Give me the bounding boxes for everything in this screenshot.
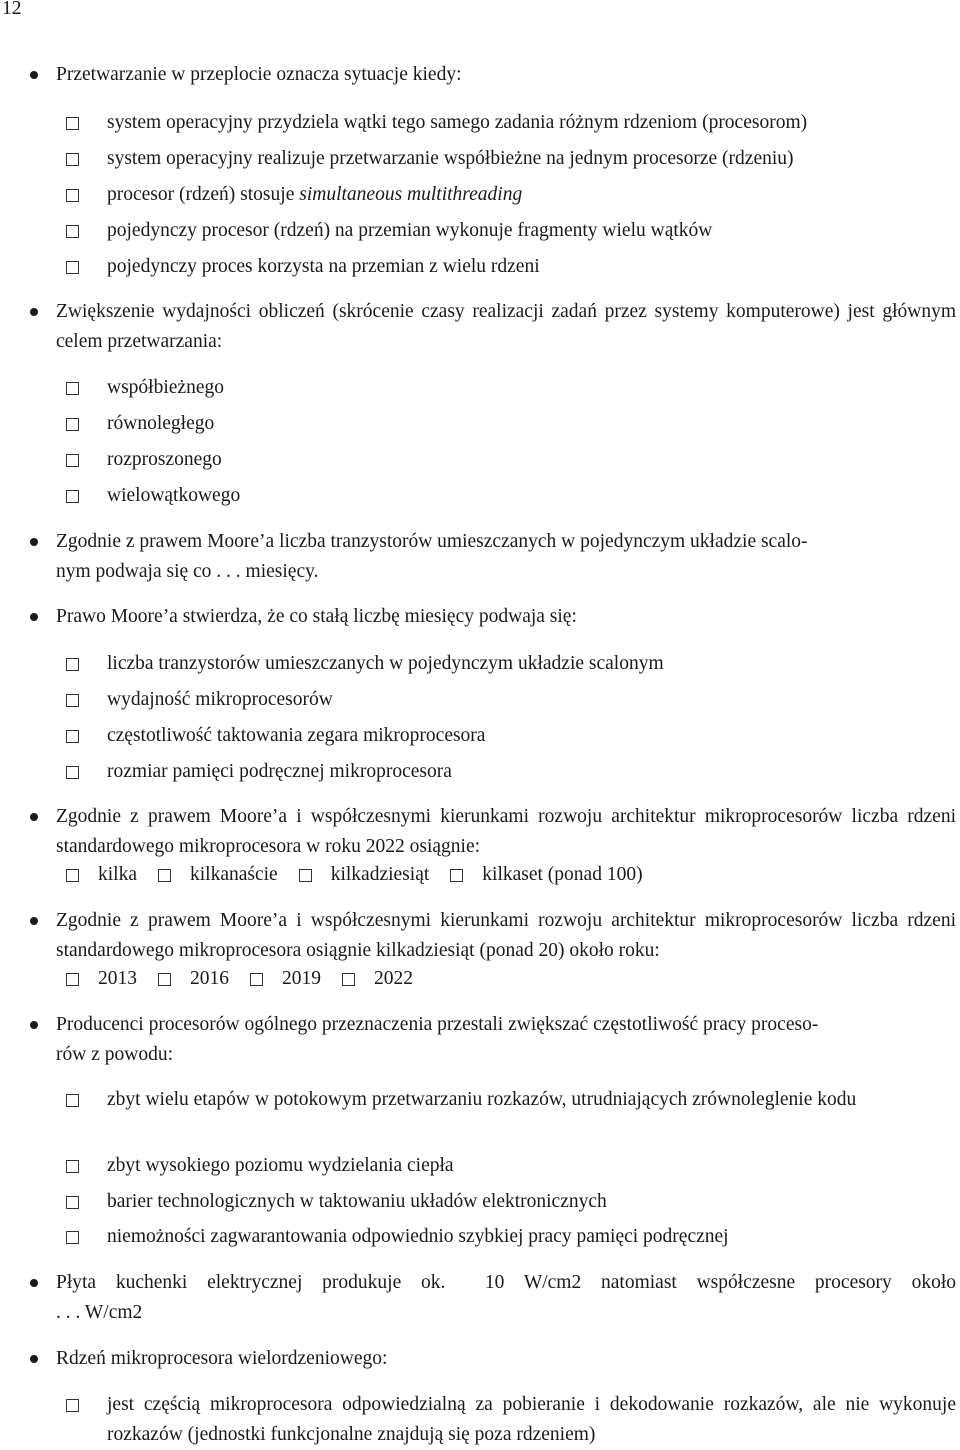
bullet-icon (30, 1279, 38, 1287)
option-label: kilka (98, 864, 137, 885)
question-7-text-line-2: rów z powodu: (56, 1044, 173, 1065)
question-6-option-4[interactable] (342, 964, 413, 994)
option-label: barier technologicznych w taktowaniu układów elektronicznych (107, 1191, 607, 1212)
checkbox-icon[interactable] (66, 189, 79, 202)
option-label: rozmiar pamięci podręcznej mikroprocesora (107, 761, 452, 782)
bullet-icon (30, 538, 38, 546)
option-label-main: procesor (rdzeń) stosuje (107, 184, 295, 205)
checkbox-icon[interactable] (66, 418, 79, 431)
question-4-text: Prawo Moore’a stwierdza, że co stałą liczbę miesięcy podwaja się: (56, 606, 577, 627)
question-1-text: Przetwarzanie w przeplocie oznacza sytuacje kiedy: (56, 64, 462, 85)
checkbox-icon[interactable] (450, 869, 463, 882)
question-9-text: Rdzeń mikroprocesora wielordzeniowego: (56, 1348, 388, 1369)
option-label: niemożności zagwarantowania odpowiednio szybkiej pracy pamięci podręcznej (107, 1226, 729, 1247)
checkbox-icon[interactable] (66, 1094, 79, 1107)
option-label: zbyt wysokiego poziomu wydzielania ciepła (107, 1155, 454, 1176)
checkbox-icon[interactable] (66, 869, 79, 882)
checkbox-icon[interactable] (66, 261, 79, 274)
option-label: wielowątkowego (107, 485, 241, 506)
question-5-text: Zgodnie z prawem Moore’a i współczesnymi kierunkami rozwoju architektur mikroprocesorów liczba rdzeni standardowego mikroprocesora w roku 2022 osiągnie: (56, 806, 956, 857)
checkbox-icon[interactable] (66, 1399, 79, 1412)
bullet-icon (30, 308, 38, 316)
checkbox-icon[interactable] (66, 225, 79, 238)
question-6-text: Zgodnie z prawem Moore’a i współczesnymi kierunkami rozwoju architektur mikroprocesorów liczba rdzeni standardowego mikroprocesora osiągnie kilkadziesiąt (ponad 20) około roku: (56, 910, 956, 961)
option-label: współbieżnego (107, 377, 224, 398)
option-label: kilkanaście (190, 864, 278, 885)
checkbox-icon[interactable] (66, 730, 79, 743)
checkbox-icon[interactable] (66, 973, 79, 986)
checkbox-icon[interactable] (66, 694, 79, 707)
question-5-option-3[interactable] (299, 860, 430, 890)
question-5-option-4[interactable] (450, 860, 642, 890)
checkbox-icon[interactable] (250, 973, 263, 986)
option-label: system operacyjny realizuje przetwarzanie współbieżne na jednym procesorze (rdzeniu) (107, 148, 794, 169)
option-label: pojedynczy proces korzysta na przemian z wielu rdzeni (107, 256, 540, 277)
question-1 (56, 60, 956, 90)
question-6-option-2[interactable] (158, 964, 229, 994)
option-label: równoległego (107, 413, 215, 434)
question-3-text-line-1: Zgodnie z prawem Moore’a liczba tranzystorów umieszczanych w pojedynczym układzie scalo- (56, 531, 808, 552)
checkbox-icon[interactable] (342, 973, 355, 986)
question-3 (56, 527, 956, 587)
checkbox-icon[interactable] (66, 1160, 79, 1173)
checkbox-icon[interactable] (66, 454, 79, 467)
option-label: 2022 (374, 968, 413, 989)
option-label: wydajność mikroprocesorów (107, 689, 333, 710)
option-label-italic: simultaneous multithreading (299, 184, 523, 205)
checkbox-icon[interactable] (66, 658, 79, 671)
question-5-option-2[interactable] (158, 860, 278, 890)
question-2 (56, 297, 956, 357)
option-label: kilkaset (ponad 100) (482, 864, 643, 885)
checkbox-icon[interactable] (158, 869, 171, 882)
checkbox-icon[interactable] (66, 1231, 79, 1244)
option-label: zbyt wielu etapów w potokowym przetwarzaniu rozkazów, utrudniających zrównoleglenie kodu (107, 1089, 857, 1110)
option-label: system operacyjny przydziela wątki tego samego zadania różnym rdzeniom (procesorom) (107, 112, 808, 133)
question-3-text-line-2: nym podwaja się co . . . miesięcy. (56, 561, 319, 582)
bullet-icon (30, 917, 38, 925)
question-4 (56, 602, 956, 632)
question-8 (56, 1268, 956, 1328)
option-label: kilkadziesiąt (330, 864, 430, 885)
checkbox-icon[interactable] (66, 490, 79, 503)
checkbox-icon[interactable] (66, 382, 79, 395)
question-8-text-line-2: . . . W/cm2 (56, 1302, 143, 1323)
bullet-icon (30, 71, 38, 79)
option-label: częstotliwość taktowania zegara mikroprocesora (107, 725, 486, 746)
bullet-icon (30, 613, 38, 621)
question-5 (56, 802, 956, 862)
checkbox-icon[interactable] (66, 117, 79, 130)
question-7-text-line-1: Producenci procesorów ogólnego przeznaczenia przestali zwiększać częstotliwość pracy proceso- (56, 1014, 819, 1035)
checkbox-icon[interactable] (66, 153, 79, 166)
checkbox-icon[interactable] (299, 869, 312, 882)
option-label: pojedynczy procesor (rdzeń) na przemian wykonuje fragmenty wielu wątków (107, 220, 713, 241)
question-7 (56, 1010, 956, 1070)
question-6-option-1[interactable] (66, 964, 137, 994)
option-label: liczba tranzystorów umieszczanych w pojedynczym układzie scalonym (107, 653, 664, 674)
bullet-icon (30, 1021, 38, 1029)
option-label: rozproszonego (107, 449, 222, 470)
option-label (107, 180, 956, 210)
bullet-icon (30, 813, 38, 821)
option-label: 2016 (190, 968, 229, 989)
bullet-icon (30, 1355, 38, 1363)
option-label: 2019 (282, 968, 321, 989)
question-6 (56, 906, 956, 966)
question-6-option-3[interactable] (250, 964, 321, 994)
question-8-text-line-1: Płyta kuchenki elektrycznej produkuje ok. 10 W/cm2 natomiast współczesne procesory około (56, 1272, 956, 1293)
question-9 (56, 1344, 956, 1374)
option-label: jest częścią mikroprocesora odpowiedzialną za pobieranie i dekodowanie rozkazów, ale nie wykonuje rozkazów (jednostki funkcjonalne znajdują się poza rdzeniem) (107, 1394, 956, 1445)
option-label: 2013 (98, 968, 137, 989)
checkbox-icon[interactable] (158, 973, 171, 986)
question-5-option-1[interactable] (66, 860, 137, 890)
checkbox-icon[interactable] (66, 766, 79, 779)
question-2-text: Zwiększenie wydajności obliczeń (skrócenie czasy realizacji zadań przez systemy komputerowe) jest głównym celem przetwarzania: (56, 301, 956, 352)
page-number: 12 (2, 0, 22, 19)
checkbox-icon[interactable] (66, 1196, 79, 1209)
